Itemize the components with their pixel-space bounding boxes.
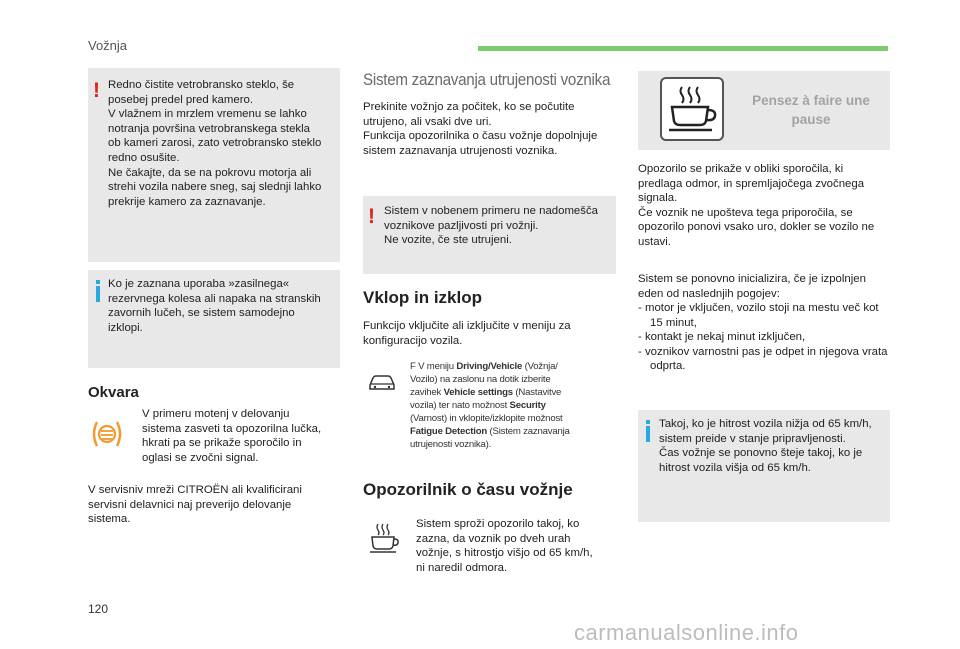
menu-text: (Sistem zaznavanja utrujenosti voznika). [410, 426, 570, 450]
info-icon [96, 286, 100, 302]
warning-text: Sistem v nobenem primeru ne nadomešča voznikove pazljivosti pri vožnji. Ne vozite, če ste utrujeni. [384, 205, 598, 247]
onoff-heading: Vklop in izklop [363, 288, 483, 307]
fatigue-intro: Prekinite vožnjo za počitek, ko se počutite utrujeno, ali vsaki dve uri. Funkcija opozorilnika o času vožnje dopolnjuje sistem zaznavanja utrujenosti voznika. [363, 101, 598, 157]
coffee-cup-icon [368, 522, 402, 554]
menu-instruction [410, 360, 615, 451]
watermark: carmanualsonline.info [574, 620, 799, 645]
fault-text: V primeru motenj v delovanju sistema zasveti ta opozorilna lučka, hkrati pa se prikaže sporočilo in oglasi se zvočni signal. [142, 408, 322, 464]
menu-text: (Nastavitve vozila) ter nato možnost [410, 387, 562, 411]
warning-text: Redno čistite vetrobransko steklo, še posebej predel pred kamero. V vlažnem in mrzlem vremenu se lahko notranja površina vetrobranskega stekla ob kameri zarosi, zato vetrobransko steklo redno osušite. Ne čakajte, da se na pokrovu motorja ali strehi vozila nabere sneg, saj slednji lahko prekrije kamero za zaznavanje. [108, 79, 322, 208]
menu-text: V meniju [418, 361, 457, 372]
vehicle-settings-icon [367, 372, 397, 392]
info-text: Takoj, ko je hitrost vozila nižja od 65 km/h, sistem preide v stanje pripravljenosti. Čas vožnje se ponovno šteje takoj, ko je hitrost vozila višja od 65 km/h. [659, 418, 872, 474]
info-icon [646, 426, 650, 442]
warning-box-attention [363, 196, 616, 274]
driving-time-heading: Opozorilnik o času vožnje [363, 480, 573, 499]
service-text: V servisniv mreži CITROËN ali kvalificirani servisni delavnici naj preverijo delovanje sistema. [88, 484, 302, 526]
menu-path-driving-vehicle: Driving/Vehicle [456, 361, 523, 372]
list-item: - motor je vključen, vozilo stoji na mestu več kot 15 minut, [638, 301, 888, 330]
menu-path-security: Security [509, 400, 546, 411]
menu-path-fatigue-detection: Fatigue Detection [410, 426, 488, 437]
display-message: Pensez à faire une pause [752, 93, 870, 127]
reset-conditions-list [638, 301, 888, 374]
section-accent-bar [478, 46, 888, 51]
onoff-text: Funkcijo vključite ali izključite v meniju za konfiguracijo vozila. [363, 320, 571, 347]
coffee-cup-icon [662, 79, 722, 139]
warning-exclamation-icon: ! [368, 205, 375, 228]
info-box-spare-wheel [88, 270, 340, 368]
page-number: 120 [88, 602, 109, 616]
menu-instruction-bullet: F [410, 361, 419, 372]
fault-heading: Okvara [88, 384, 139, 401]
menu-text: (Vožnja/ Vozilo) na zaslonu na dotik izberite zavihek [410, 361, 558, 398]
list-item: - voznikov varnostni pas je odpet in njegova vrata odprta. [638, 345, 888, 374]
display-coffee-icon-frame [660, 77, 724, 141]
info-box-standby [638, 410, 890, 522]
warning-exclamation-icon: ! [93, 79, 100, 102]
lane-assist-fault-icon [88, 420, 126, 448]
menu-path-vehicle-settings: Vehicle settings [443, 387, 513, 398]
driving-time-text: Sistem sproži opozorilo takoj, ko zazna, da voznik po dveh urah vožnje, s hitrostjo višjo od 65 km/h, ni naredil odmora. [416, 518, 593, 574]
display-explanation: Opozorilo se prikaže v obliki sporočila, ki predlaga odmor, in spremljajočega zvočnega signala. Če voznik ne upošteva tega priporočila, se opozorilo ponovi vsako uro, dokler se vozilo ne ustavi. [638, 163, 875, 248]
warning-box-camera [88, 68, 340, 262]
info-text: Ko je zaznana uporaba »zasilnega« rezervnega kolesa ali napaka na stranskih zavornih lučeh, se sistem samodejno izklopi. [108, 278, 321, 334]
list-item: - kontakt je nekaj minut izključen, [638, 330, 888, 345]
menu-text: (Varnost) in vklopite/izklopite možnost [410, 413, 563, 424]
main-section-title: Sistem zaznavanja utrujenosti voznika [363, 71, 611, 89]
dashboard-display-illustration [638, 71, 890, 150]
section-header: Vožnja [88, 38, 128, 53]
reset-intro: Sistem se ponovno inicializira, če je izpolnjen eden od naslednjih pogojev: [638, 273, 866, 300]
